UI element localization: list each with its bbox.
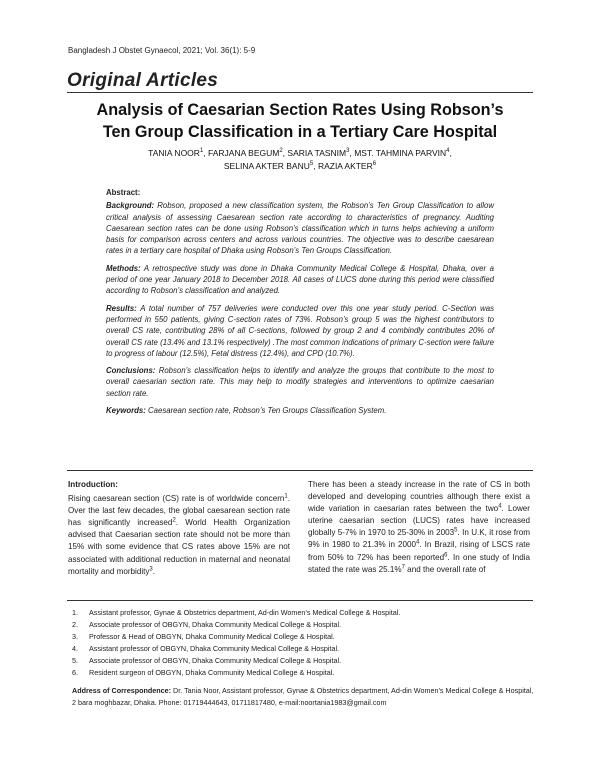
abstract-keywords: Keywords: Caesarean section rate, Robson’s Ten Groups Classification System.	[106, 406, 387, 416]
author-list	[60, 147, 540, 172]
footnote: 5. Associate professor of OBGYN, Dhaka Community Medical College & Hospital.	[72, 656, 342, 666]
footnote: 4. Assistant professor of OBGYN, Dhaka Community Medical College & Hospital.	[72, 644, 340, 654]
abstract-background: Background: Robson, proposed a new classification system, the Robson’s Ten Group Classification to allow critical analysis of assessing Caesarean section rate according to characteristics of pregnancy. Auditing Caesarean section rates can be done using Robson’s classification which in turns helps achieving a uniform basis for comparison across centers and across various countries. The objective was to describe caesarean rates in a tertiary care hospital of Dhaka using Robson’s Ten Groups Classification.	[106, 201, 494, 256]
abstract-heading: Abstract:	[106, 188, 141, 197]
abstract-rule	[67, 470, 533, 471]
title-line-2: Ten Group Classification in a Tertiary Care Hospital	[102, 123, 498, 141]
authors-line-2: SELINA AKTER BANU$^5$, RAZIA AKTER$^6$	[223, 160, 377, 171]
footnote: 3. Professor & Head of OBGYN, Dhaka Community Medical College & Hospital.	[72, 632, 335, 642]
title-line-1: Analysis of Caesarian Section Rates Using Robson’s	[96, 101, 504, 119]
abstract	[106, 187, 494, 422]
header-rule	[67, 92, 533, 93]
introduction-heading: Introduction:	[68, 480, 118, 489]
authors-line-1: TANIA NOOR$^1$, FARJANA BEGUM$^2$, SARIA TASNIM$^3$, MST. TAHMINA PARVIN$^4$,	[148, 148, 452, 158]
abstract-results: Results: A total number of 757 deliveries were conducted over this one year study period. C-Section was performed in 550 patients, giving C-section rates of 73%. Robson’s group 5 was the highest contributors to overall CS rate, contributing 28% of all C-sections, followed by group 2 and 4 combindly contributes 20% of overall CS rate (13.4% and 13.1% respectively) .The most common indications of primary C-section were failure to progress of labour (12.5%), Fetal distress (12.4%), and CPD (10.7%).	[106, 303, 494, 358]
abstract-conclusions: Conclusions: Robson’s classification helps to identify and analyze the groups that contribute to the most to overall caesarian section rate. This may help to modify strategies and interventions to optimize caesarian section rate.	[106, 366, 494, 398]
journal-citation: Bangladesh J Obstet Gynaecol, 2021; Vol. 36(1): 5-9	[68, 46, 256, 55]
article-title	[60, 99, 540, 143]
abstract-methods: Methods: A retrospective study was done in Dhaka Community Medical College & Hospital, Dhaka, over a period of one year January 2018 to December 2018. All cases of LUCS done during this period were classified according to Robson’s classification and analyzed.	[106, 263, 494, 296]
footnote-rule	[67, 600, 533, 601]
footnote: 2. Associate professor of OBGYN, Dhaka Community Medical College & Hospital.	[72, 620, 342, 630]
affiliation-footnotes	[72, 607, 542, 680]
footnote: 6. Resident surgeon of OBGYN, Dhaka Community Medical College & Hospital.	[72, 668, 335, 678]
intro-right-column: There has been a steady increase in the rate of CS in both developed and developing countries although there exist a wide variation in caesarian rates between the two$^4$. Lower uterine caesarian section (LUCS) rates have increased globally 5-7% in 1970 to 25-30% in 2003$^5$. In U.K, it rose from 9% in 1980 to 21.3% in 2000$^4$. In Brazil, rising of LSCS rate from 50% to 72% has been reported$^6$. In one study of India stated the rate was 25.1%$^7$ and the overall rate of	[308, 480, 530, 574]
intro-paragraph: Rising caesarean section (CS) rate is of worldwide concern$^1$. Over the last few decades, the global caesarean section rate has significantly increased$^2$. World Health Organization advised that Caesarian section rate should not be more than 15% with some evidence that CS rates above 15% are not associated with additional reduction in maternal and neonatal mortality and morbidity$^3$.	[68, 493, 290, 576]
intro-left-column	[68, 479, 290, 578]
section-heading: Original Articles	[67, 70, 219, 91]
correspondence-address: Address of Correspondence: Dr. Tania Noor, Assistant professor, Gynae & Obstetrics department, Ad-din Women’s Medical College & Hospital, 2 bara moghbazar, Dhaka. Phone: 01719444643, 01711817480, e-mail:noortania1983@gmail.com	[72, 686, 534, 707]
footnote: 1. Assistant professor, Gynae & Obstetrics department, Ad-din Women’s Medical College & Hospital.	[72, 608, 401, 617]
